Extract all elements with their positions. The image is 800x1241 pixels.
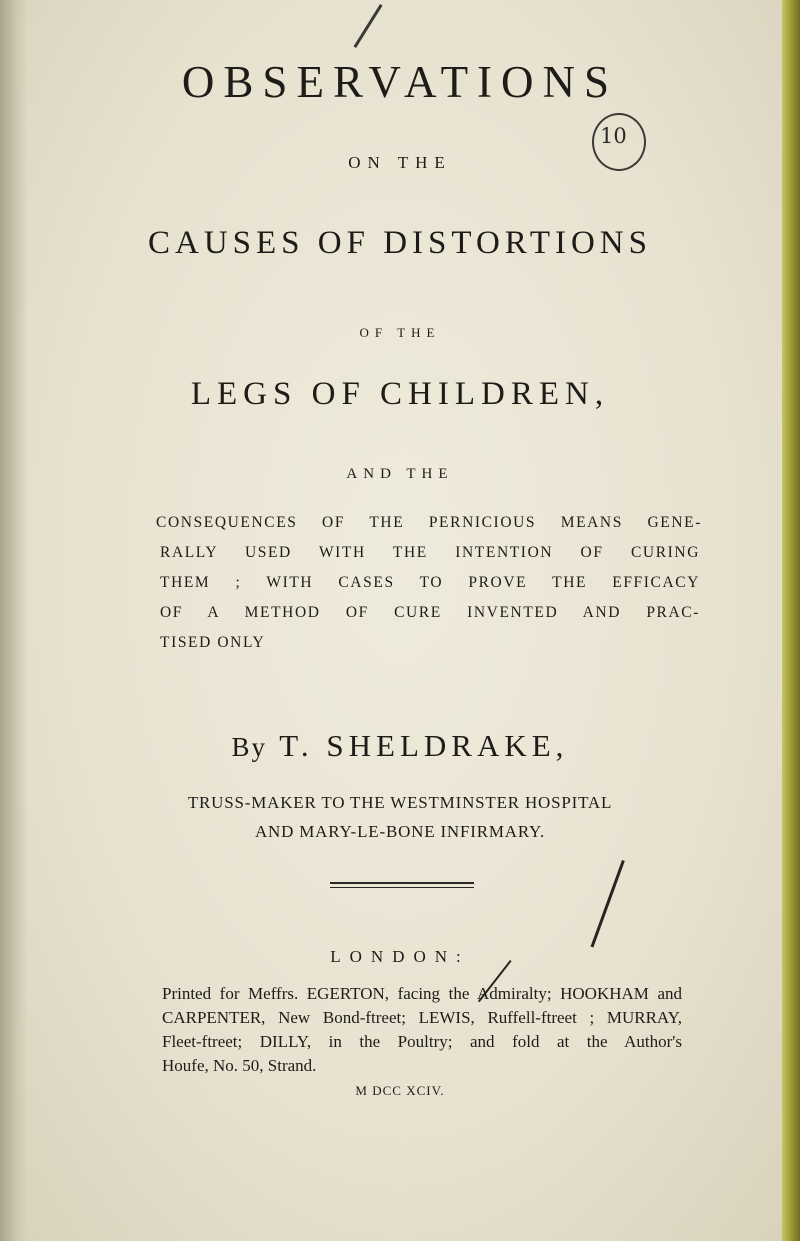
pen-stroke-mark-lower	[591, 860, 625, 947]
page-left-edge-shadow	[0, 0, 28, 1241]
subtitle-line-1: CONSEQUENCES OF THE PERNICIOUS MEANS GENE-	[156, 514, 702, 531]
imprint-line-3: Fleet-ftreet; DILLY, in the Poultry; and fold at the Author's	[162, 1032, 682, 1051]
author-byline	[0, 728, 800, 764]
subtitle-line-3: THEM ; WITH CASES TO PROVE THE EFFICACY	[160, 574, 700, 591]
imprint-date: M DCC XCIV.	[355, 1083, 445, 1098]
imprint-line-2: CARPENTER, New Bond-ftreet; LEWIS, Ruffell-ftreet ; MURRAY,	[162, 1008, 682, 1027]
subtitle-line-4: OF A METHOD OF CURE INVENTED AND PRAC-	[160, 604, 700, 621]
book-title: OBSERVATIONS	[181, 57, 619, 107]
title-connector-on-the: ON THE	[348, 153, 452, 172]
author-name: T. SHELDRAKE,	[279, 728, 569, 763]
imprint-city: LONDON:	[330, 947, 470, 966]
title-connector-and-the: AND THE	[346, 466, 454, 482]
author-role-line-1: TRUSS-MAKER TO THE WESTMINSTER HOSPITAL	[187, 793, 613, 812]
imprint-line-1: Printed for Meffrs. EGERTON, facing the Admiralty; HOOKHAM and	[162, 984, 682, 1003]
decorative-rule-thick	[330, 882, 474, 884]
page-right-edge-binding	[782, 0, 800, 1241]
author-role-line-2: AND MARY-LE-BONE INFIRMARY.	[254, 822, 545, 841]
pen-stroke-mark	[354, 4, 383, 48]
subtitle-line-2: RALLY USED WITH THE INTENTION OF CURING	[160, 544, 700, 561]
subtitle-line-5: TISED ONLY	[160, 634, 266, 651]
handwritten-number-annotation: 10	[600, 124, 627, 148]
title-legs-of-children: LEGS OF CHILDREN,	[190, 376, 610, 412]
title-causes-of-distortions: CAUSES OF DISTORTIONS	[148, 225, 652, 261]
title-connector-of-the: OF THE	[359, 325, 441, 340]
decorative-rule-thin	[330, 887, 474, 888]
byline-prefix: By	[231, 732, 268, 762]
imprint-line-4: Houfe, No. 50, Strand.	[162, 1056, 317, 1075]
